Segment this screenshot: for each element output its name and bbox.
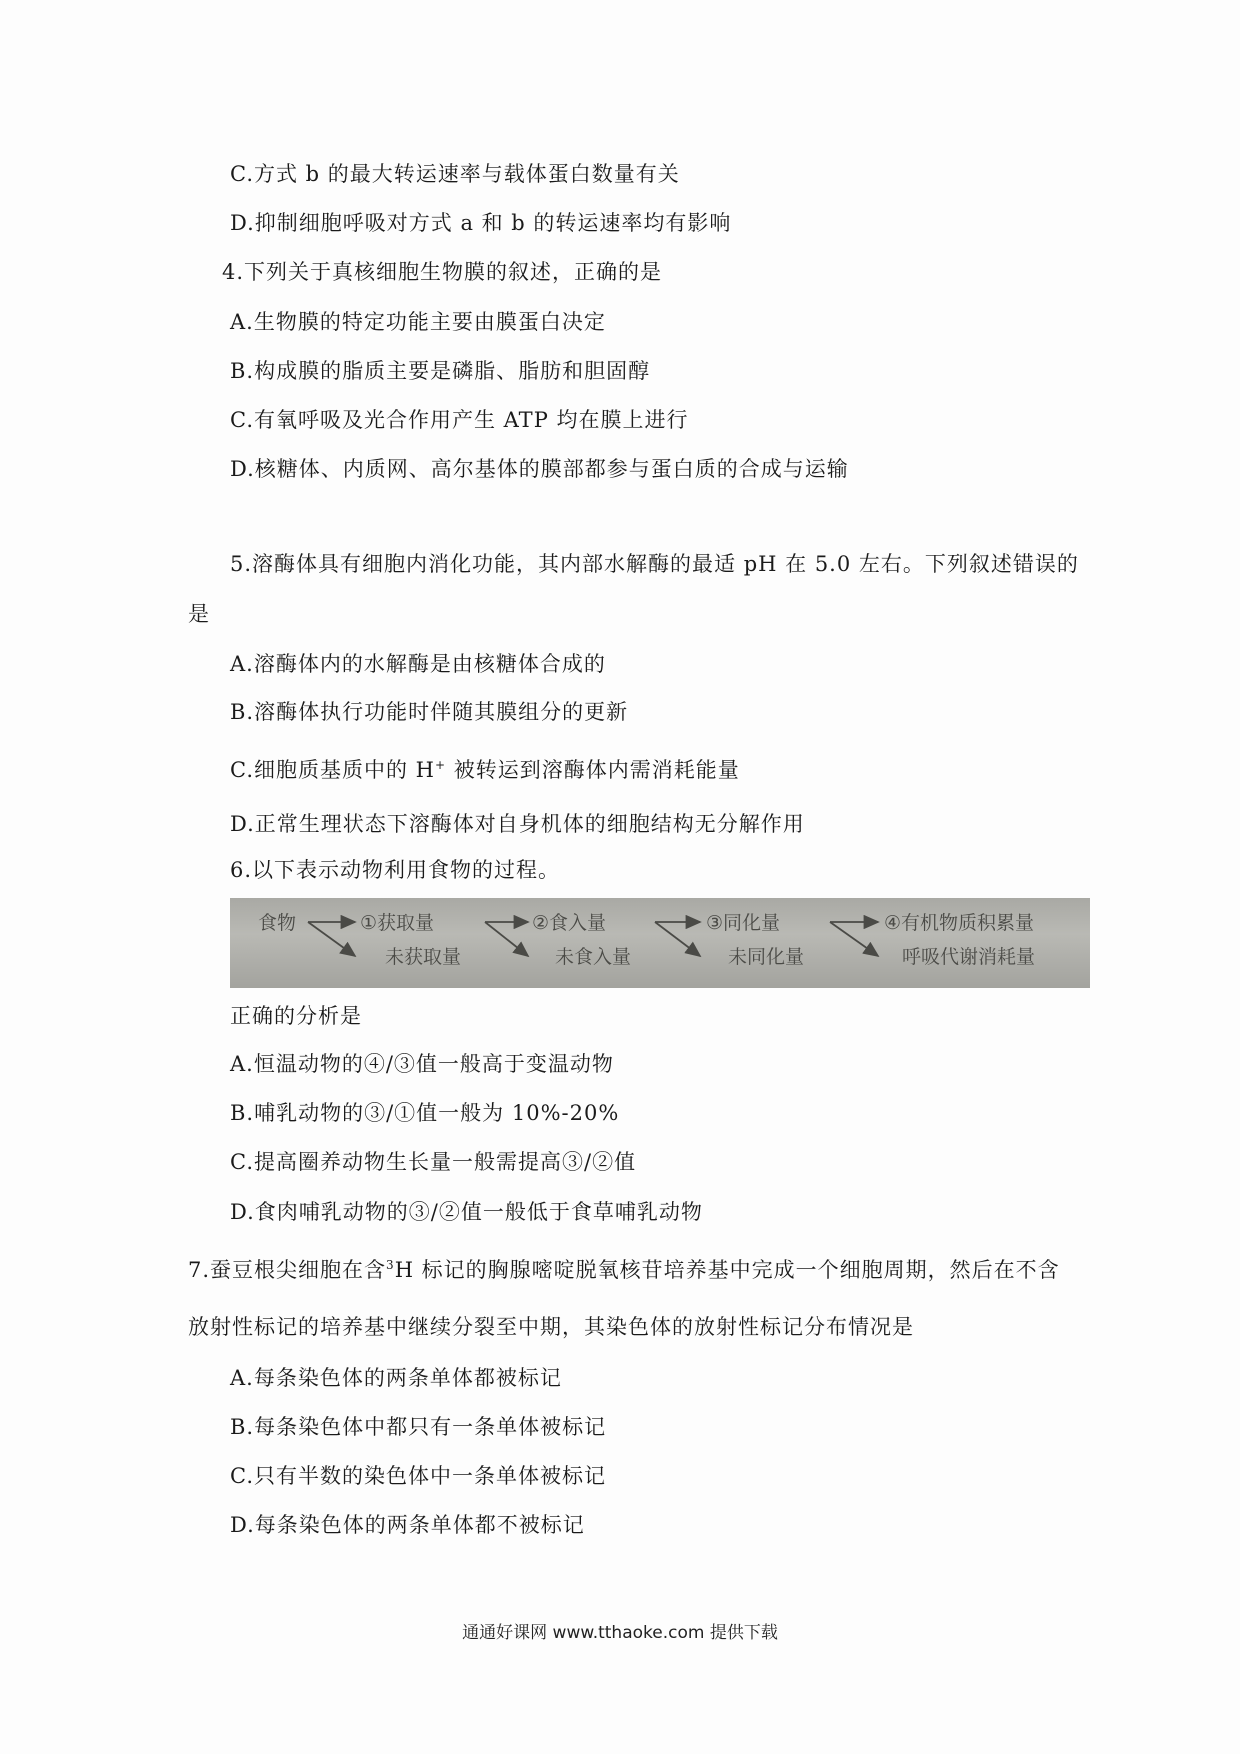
flow-arrows-1 [308, 922, 355, 956]
q7-option-d: D.每条染色体的两条单体都不被标记 [230, 1513, 585, 1537]
q7-stem-line2: 放射性标记的培养基中继续分裂至中期，其染色体的放射性标记分布情况是 [188, 1315, 914, 1339]
q6-option-b: B.哺乳动物的③/①值一般为 10%-20% [230, 1101, 620, 1125]
q7-option-c: C.只有半数的染色体中一条单体被标记 [230, 1464, 606, 1488]
flow-arrows-4 [830, 922, 878, 956]
flow-arrows-2 [485, 922, 528, 956]
q5-option-d: D.正常生理状态下溶酶体对自身机体的细胞结构无分解作用 [230, 812, 805, 836]
q4-option-d: D.核糖体、内质网、高尔基体的膜部都参与蛋白质的合成与运输 [230, 457, 849, 481]
q5-option-c-sup: + [434, 758, 447, 772]
q7-stem-line1-sup: 3 [386, 1258, 395, 1272]
q6-option-d: D.食肉哺乳动物的③/②值一般低于食草哺乳动物 [230, 1200, 703, 1224]
q5-option-b: B.溶酶体执行功能时伴随其膜组分的更新 [230, 700, 629, 724]
q4-option-b: B.构成膜的脂质主要是磷脂、脂肪和胆固醇 [230, 359, 651, 383]
q7-option-a: A.每条染色体的两条单体都被标记 [230, 1366, 562, 1390]
q7-stem-line1-post: H 标记的胸腺嘧啶脱氧核苷培养基中完成一个细胞周期，然后在不含 [394, 1258, 1060, 1282]
flow-stage-4-top: ④有机物质积累量 [884, 912, 1035, 934]
flow-stage-2-bottom: 未食入量 [555, 946, 632, 968]
q3-option-c: C.方式 b 的最大转运速率与载体蛋白数量有关 [230, 162, 680, 186]
food-flow-diagram [230, 898, 1090, 988]
flow-arrows-3 [655, 922, 700, 956]
q3-option-d: D.抑制细胞呼吸对方式 a 和 b 的转运速率均有影响 [230, 211, 732, 235]
q5-stem-line2: 是 [188, 602, 210, 626]
flow-stage-3-top: ③同化量 [706, 912, 781, 934]
q6-option-a: A.恒温动物的④/③值一般高于变温动物 [230, 1052, 614, 1076]
q6-option-c: C.提高圈养动物生长量一般需提高③/②值 [230, 1150, 637, 1174]
q7-option-b: B.每条染色体中都只有一条单体被标记 [230, 1415, 607, 1439]
q5-option-c-pre: C.细胞质基质中的 H [230, 758, 435, 782]
food-flow-svg [230, 898, 1090, 988]
flow-start-label: 食物 [258, 912, 297, 934]
q5-stem-line1: 5.溶酶体具有细胞内消化功能，其内部水解酶的最适 pH 在 5.0 左右。下列叙述错误的 [230, 552, 1079, 576]
q4-option-c: C.有氧呼吸及光合作用产生 ATP 均在膜上进行 [230, 408, 689, 432]
q4-stem: 4.下列关于真核细胞生物膜的叙述，正确的是 [222, 260, 663, 284]
page-footer: 通通好课网 www.tthaoke.com 提供下载 [462, 1623, 778, 1643]
flow-stage-2-top: ②食入量 [532, 912, 607, 934]
flow-stage-4-bottom: 呼吸代谢消耗量 [902, 946, 1036, 968]
q6-lead: 正确的分析是 [230, 1004, 362, 1028]
q7-stem-line1-pre: 7.蚕豆根尖细胞在含 [188, 1258, 387, 1282]
q7-stem-line1 [188, 1256, 1060, 1284]
q6-stem: 6.以下表示动物利用食物的过程。 [230, 858, 561, 882]
flow-stage-1-top: ①获取量 [360, 912, 435, 934]
flow-stage-1-bottom: 未获取量 [385, 946, 462, 968]
q5-option-c [230, 756, 740, 784]
q5-option-a: A.溶酶体内的水解酶是由核糖体合成的 [230, 652, 606, 676]
q5-option-c-post: 被转运到溶酶体内需消耗能量 [446, 758, 740, 782]
q4-option-a: A.生物膜的特定功能主要由膜蛋白决定 [230, 310, 606, 334]
flow-stage-3-bottom: 未同化量 [728, 946, 805, 968]
